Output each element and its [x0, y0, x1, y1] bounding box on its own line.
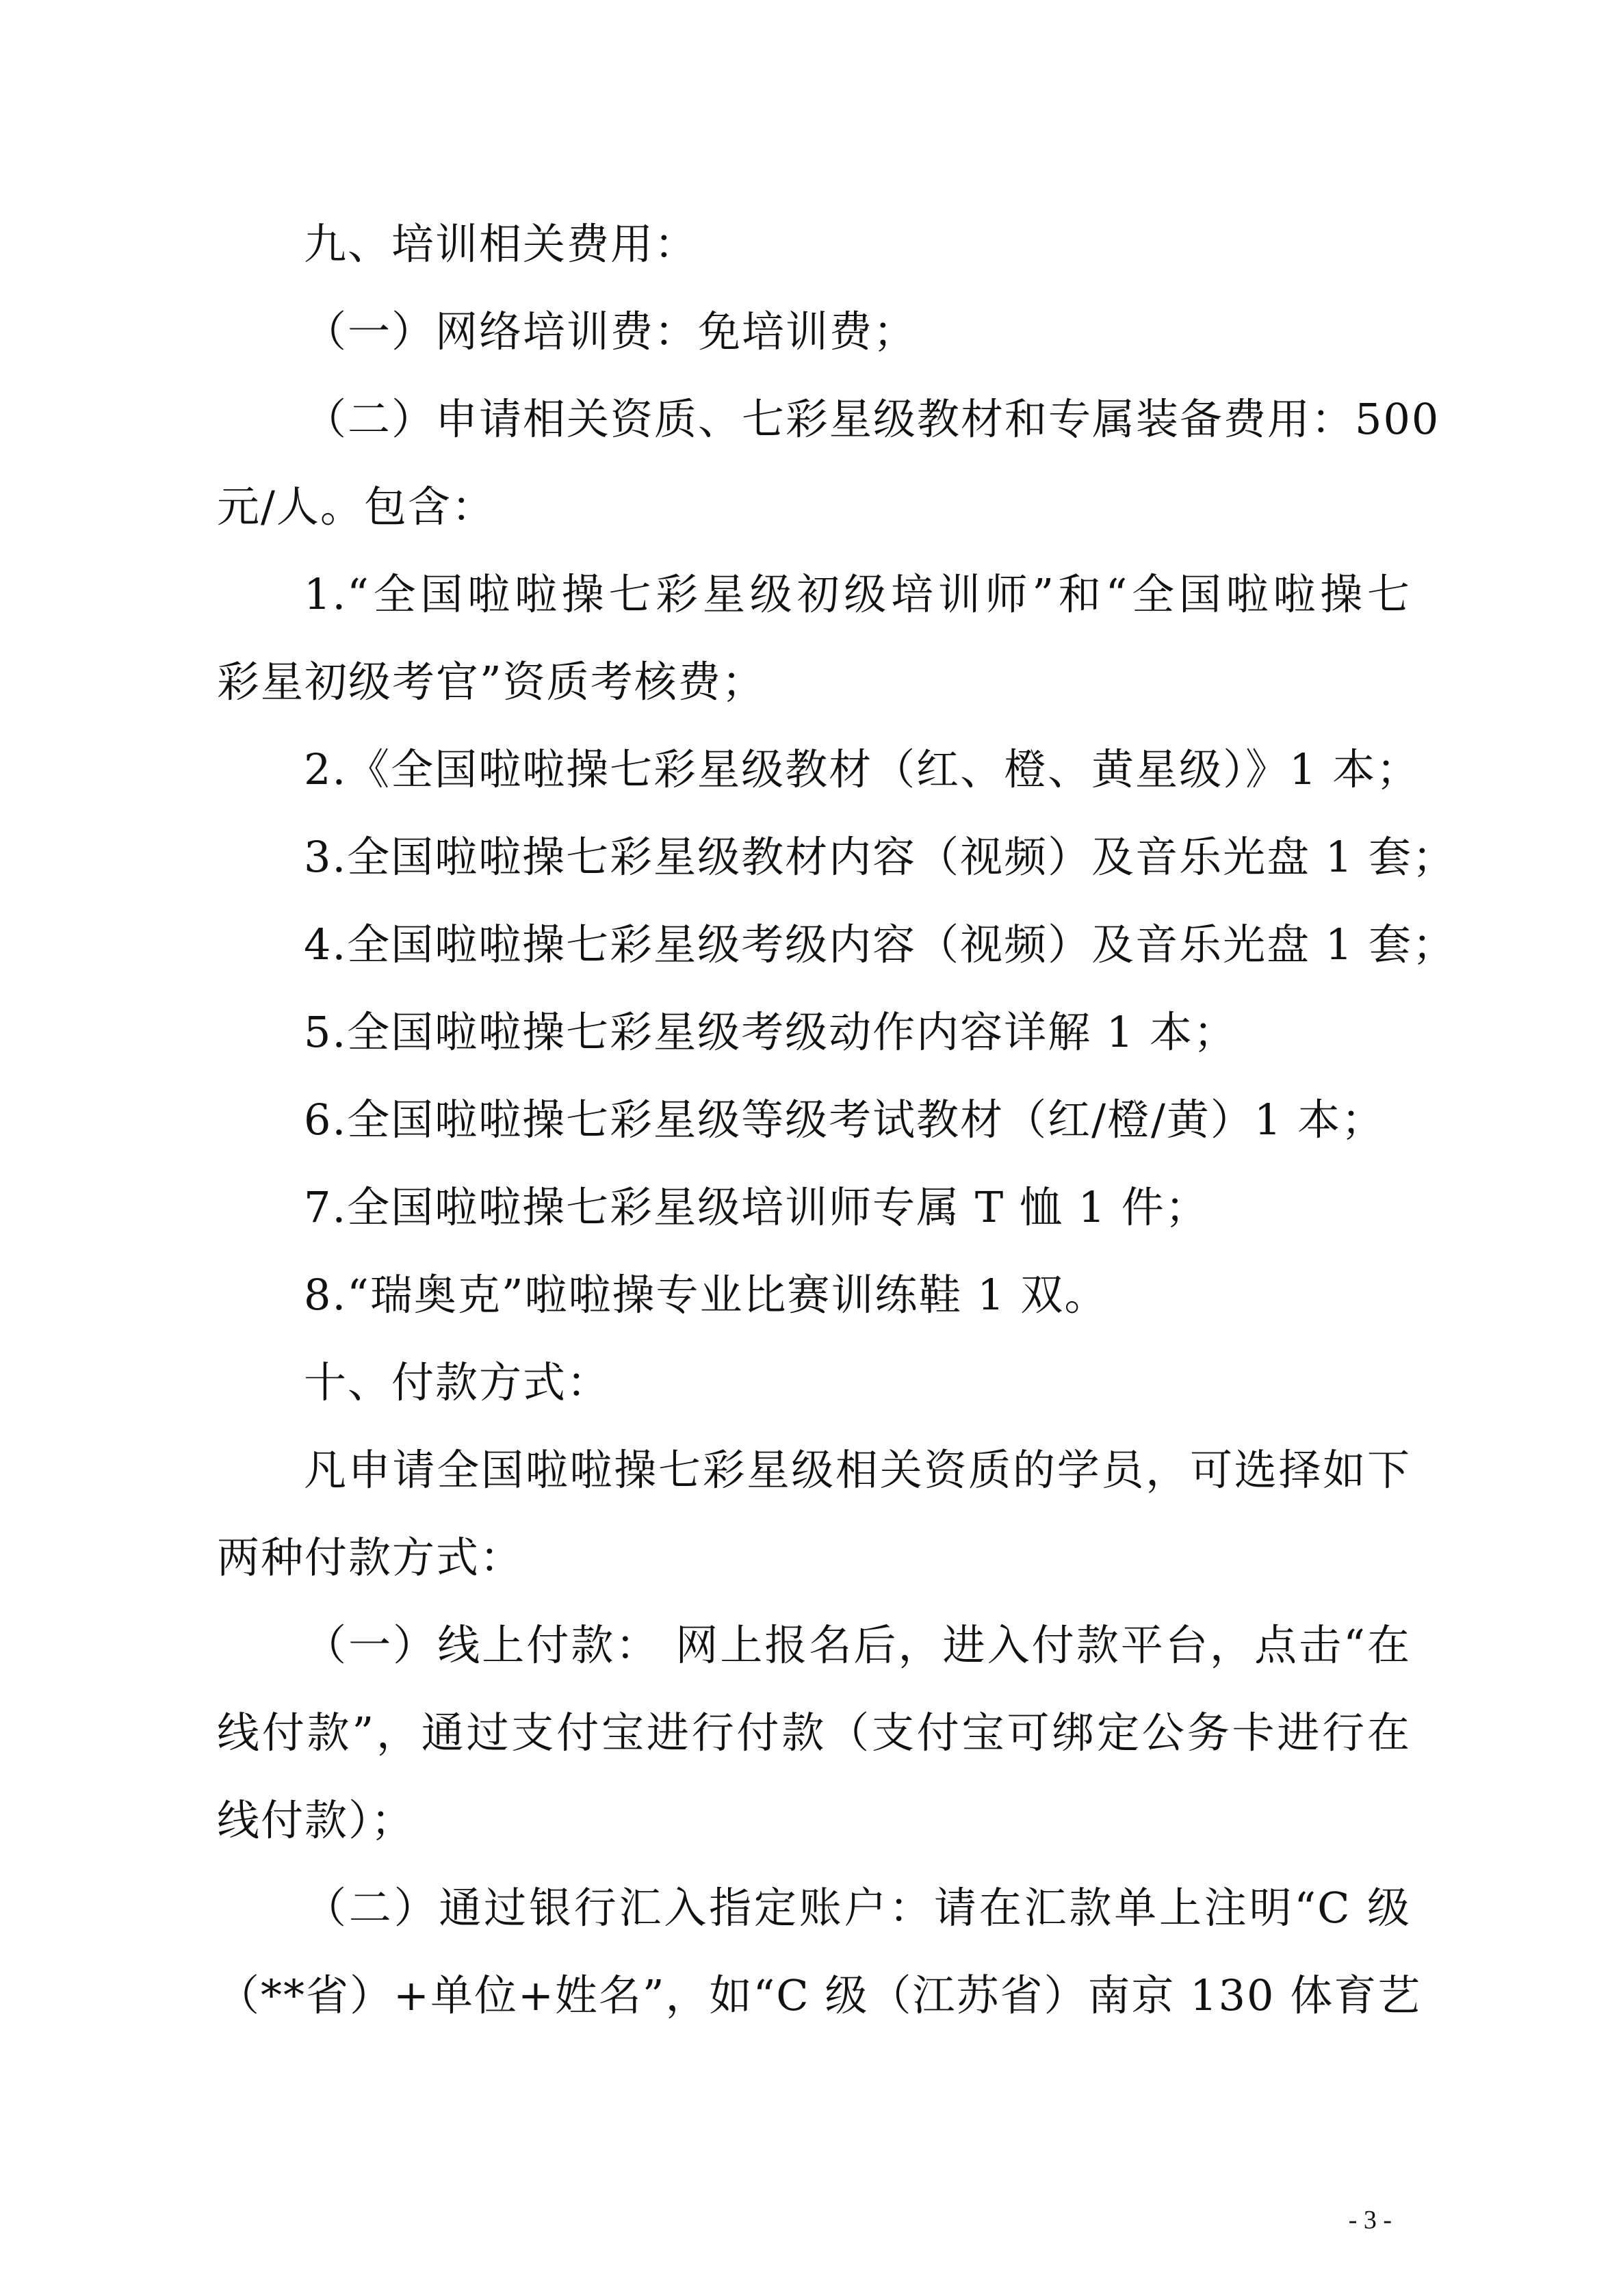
fee-item-qualification-line-2: 元/人。包含：	[217, 482, 495, 532]
payment-bank-line-1: （二）通过银行汇入指定账户：请在汇款单上注明“C 级	[304, 1883, 1411, 1933]
payment-intro-line-1: 凡申请全国啦啦操七彩星级相关资质的学员，可选择如下	[304, 1445, 1411, 1495]
payment-online-line-2: 线付款”，通过支付宝进行付款（支付宝可绑定公务卡进行在	[217, 1708, 1411, 1758]
included-item-7: 7.全国啦啦操七彩星级培训师专属 T 恤 1 件；	[304, 1182, 1209, 1232]
payment-online-line-1: （一）线上付款： 网上报名后，进入付款平台，点击“在	[304, 1620, 1411, 1670]
included-item-3: 3.全国啦啦操七彩星级教材内容（视频）及音乐光盘 1 套；	[304, 832, 1457, 882]
page-number: - 3 -	[1348, 2206, 1392, 2234]
included-item-6: 6.全国啦啦操七彩星级等级考试教材（红/橙/黄）1 本；	[304, 1095, 1386, 1145]
section-heading-fees: 九、培训相关费用：	[304, 219, 699, 269]
included-item-8: 8.“瑞奥克”啦啦操专业比赛训练鞋 1 双。	[304, 1270, 1108, 1320]
payment-online-line-3: 线付款）；	[217, 1795, 415, 1845]
included-item-1-line-1: 1.“全国啦啦操七彩星级初级培训师”和“全国啦啦操七	[304, 569, 1411, 619]
included-item-2: 2.《全国啦啦操七彩星级教材（红、橙、黄星级）》1 本；	[304, 744, 1421, 794]
fee-item-qualification-line-1: （二）申请相关资质、七彩星级教材和专属装备费用：500	[304, 394, 1440, 444]
section-heading-payment: 十、付款方式：	[304, 1357, 611, 1407]
fee-item-online-training: （一）网络培训费：免培训费；	[304, 306, 918, 356]
included-item-4: 4.全国啦啦操七彩星级考级内容（视频）及音乐光盘 1 套；	[304, 919, 1457, 969]
included-item-1-line-2: 彩星初级考官”资质考核费；	[217, 657, 766, 707]
included-item-5: 5.全国啦啦操七彩星级考级动作内容详解 1 本；	[304, 1007, 1238, 1057]
payment-bank-line-2: （**省）+单位+姓名”，如“C 级（江苏省）南京 130 体育艺	[217, 1970, 1422, 2020]
payment-intro-line-2: 两种付款方式：	[217, 1532, 524, 1582]
